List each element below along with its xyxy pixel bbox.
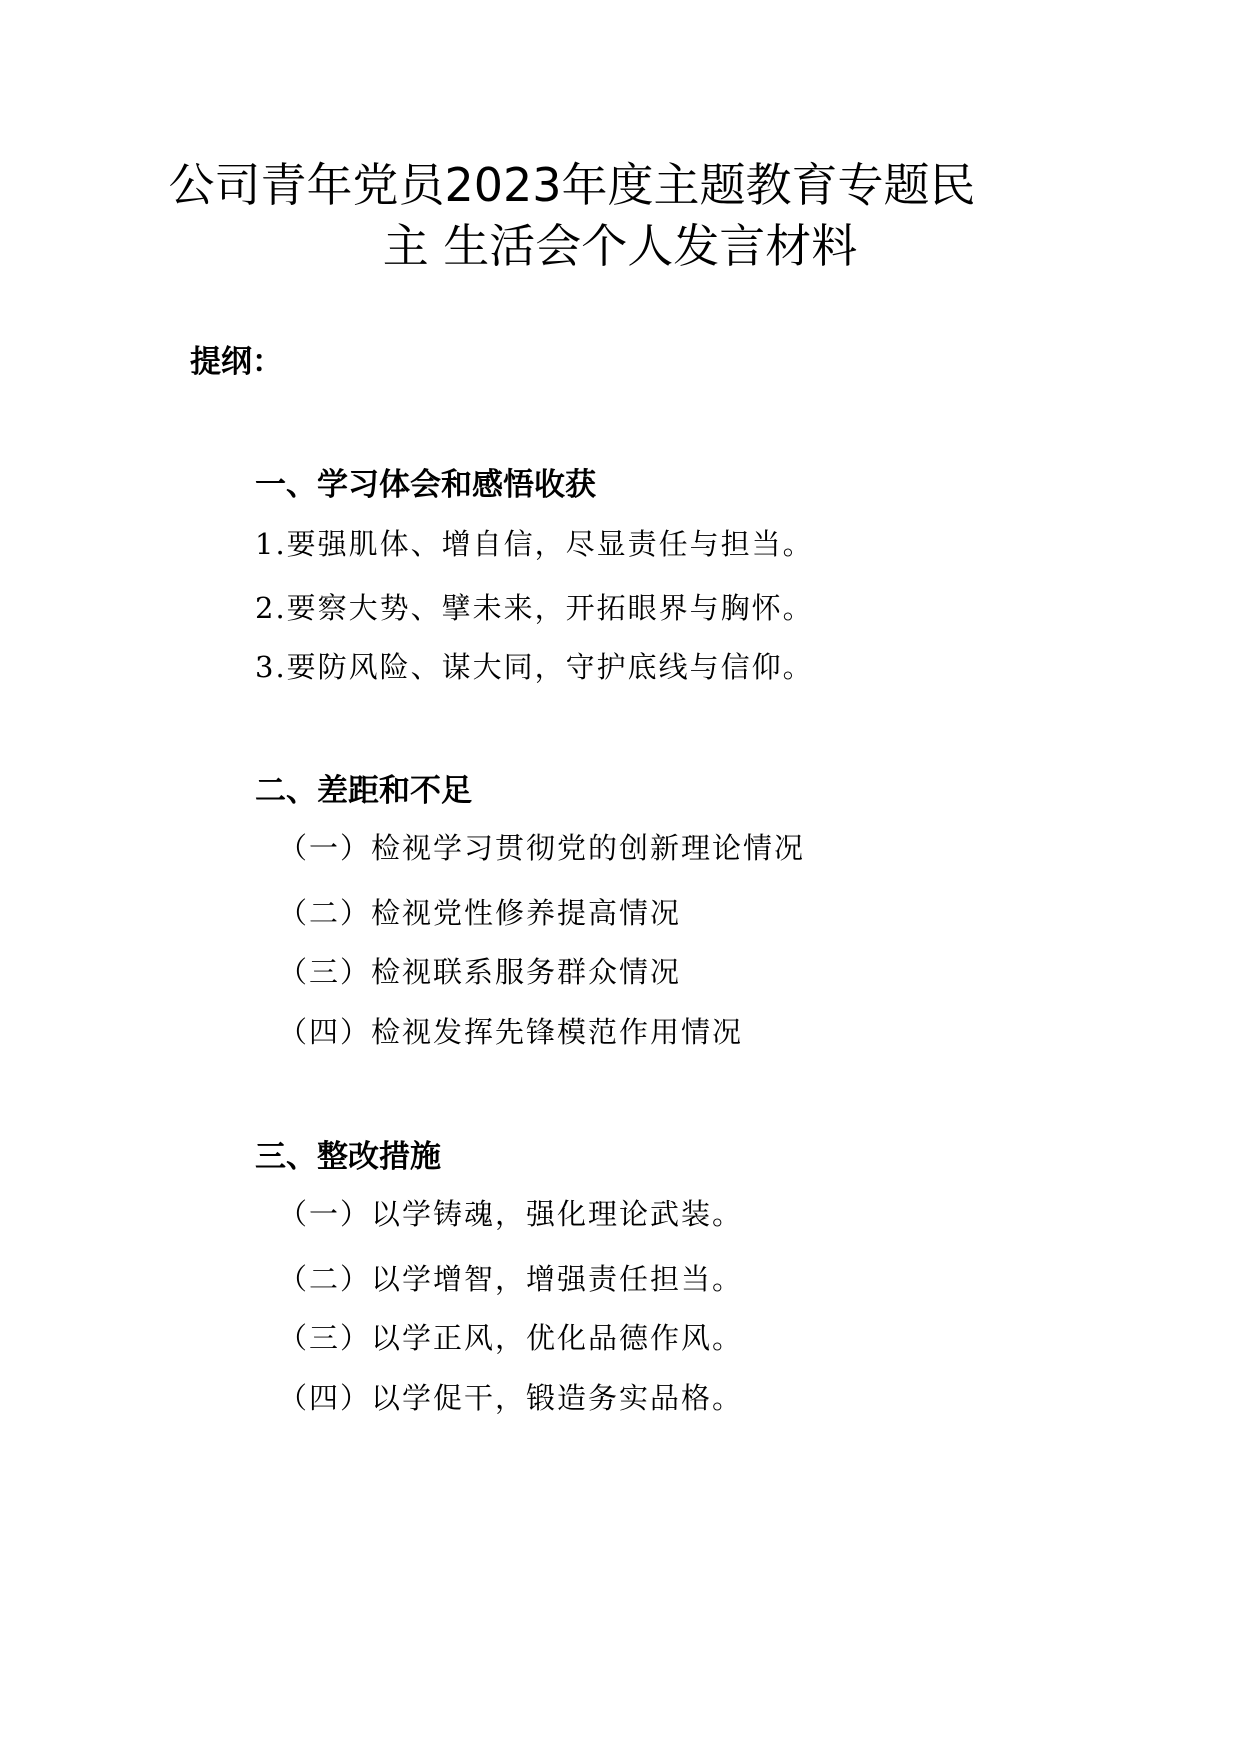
document-title-line-1: 公司青年党员2023年度主题教育专题民 <box>168 158 976 212</box>
section-2-item-1: （一）检视学习贯彻党的创新理论情况 <box>278 831 806 865</box>
section-3-item-2: （二）以学增智，增强责任担当。 <box>278 1262 744 1296</box>
section-1-item-2: 2.要察大势、擘未来，开拓眼界与胸怀。 <box>255 591 814 625</box>
section-heading-3: 三、整改措施 <box>255 1139 441 1175</box>
outline-label: 提纲： <box>190 344 283 380</box>
section-2-item-2: （二）检视党性修养提高情况 <box>278 896 682 930</box>
section-2-item-4: （四）检视发挥先锋模范作用情况 <box>278 1015 744 1049</box>
section-3-item-3: （三）以学正风，优化品德作风。 <box>278 1321 744 1355</box>
section-1-item-3: 3.要防风险、谋大同，守护底线与信仰。 <box>255 650 814 684</box>
section-1-item-1: 1.要强肌体、增自信，尽显责任与担当。 <box>255 527 814 561</box>
section-heading-1: 一、学习体会和感悟收获 <box>255 467 596 503</box>
section-3-item-1: （一）以学铸魂，强化理论武装。 <box>278 1197 744 1231</box>
section-3-item-4: （四）以学促干，锻造务实品格。 <box>278 1381 744 1415</box>
document-title-line-2: 主 生活会个人发言材料 <box>382 219 858 273</box>
section-heading-2: 二、差距和不足 <box>255 773 472 809</box>
section-2-item-3: （三）检视联系服务群众情况 <box>278 955 682 989</box>
